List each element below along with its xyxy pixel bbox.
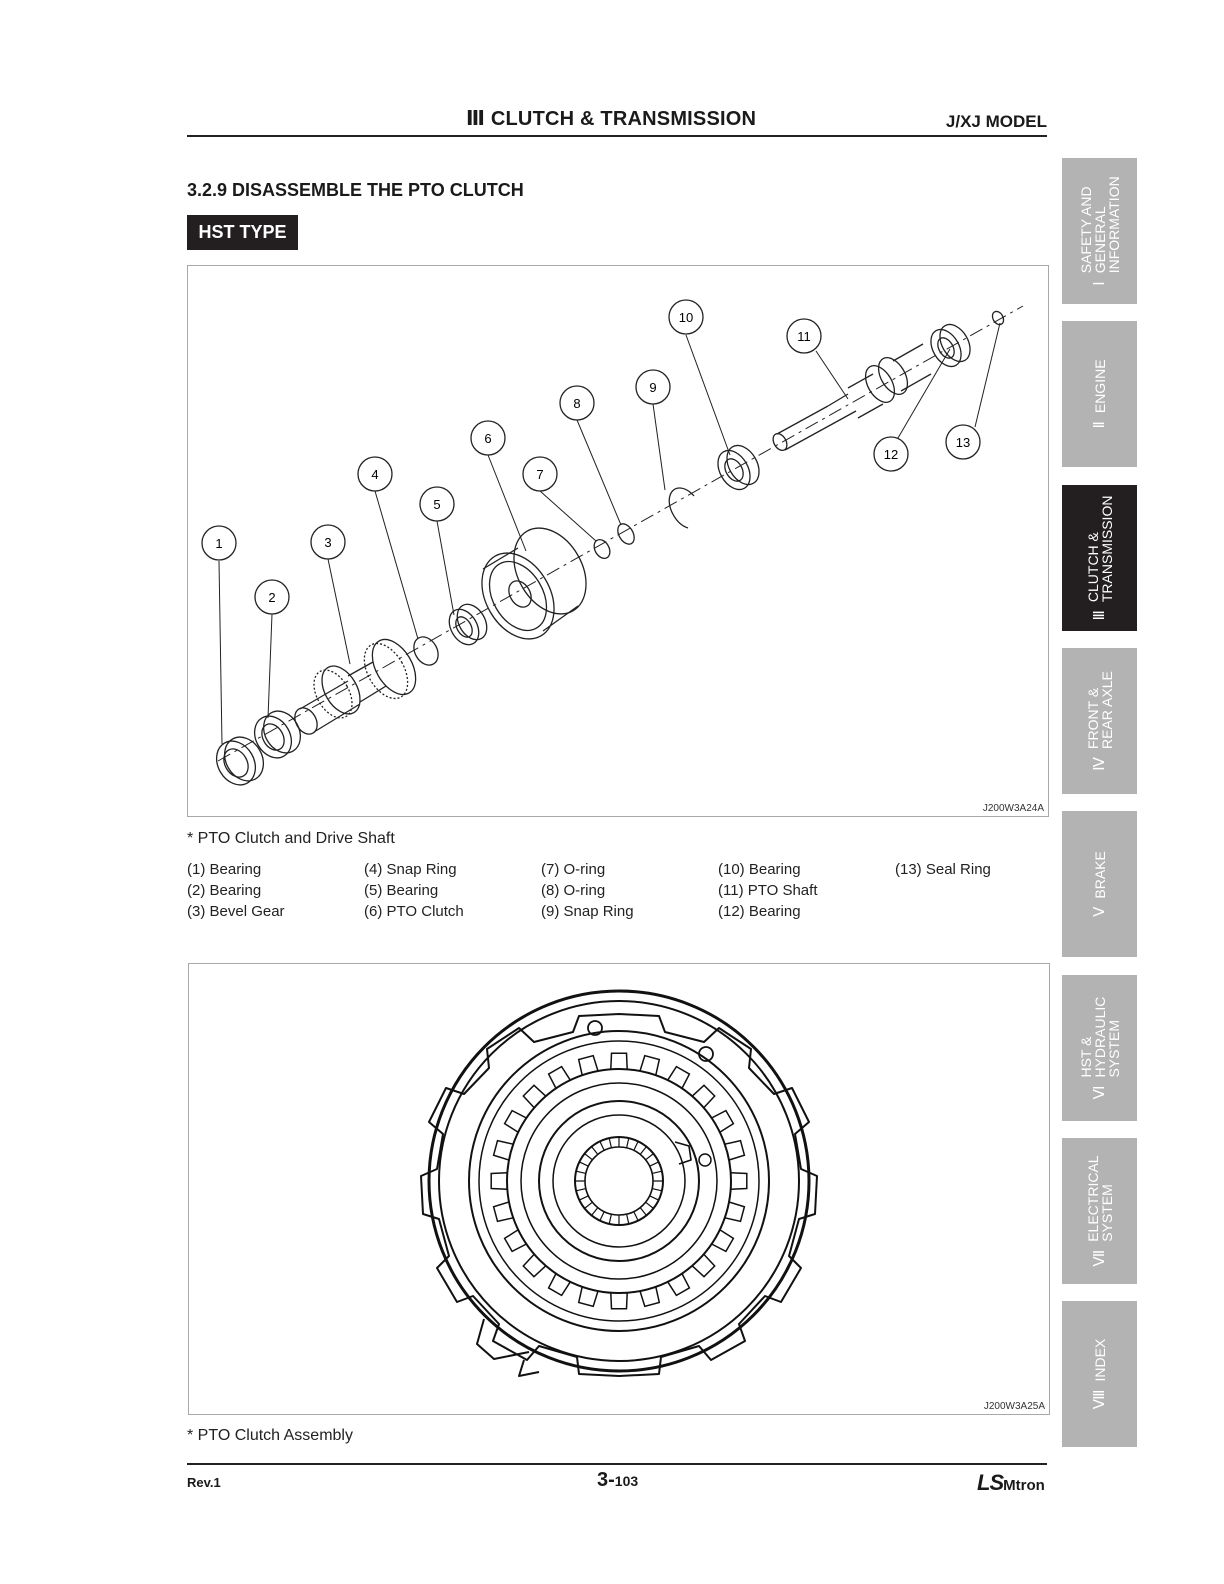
svg-text:5: 5 bbox=[433, 497, 441, 512]
pto-clutch-assembly-drawing bbox=[189, 964, 1049, 1414]
pto-clutch-drawing bbox=[467, 515, 600, 652]
footer-divider bbox=[187, 1463, 1047, 1465]
svg-text:10: 10 bbox=[678, 310, 694, 325]
figure-caption: * PTO Clutch and Drive Shaft bbox=[187, 830, 395, 847]
side-tab-label: REAR AXLE bbox=[1098, 671, 1115, 749]
side-tab-numeral: Ⅳ bbox=[1091, 756, 1108, 771]
svg-text:12: 12 bbox=[883, 447, 899, 462]
side-tab-6[interactable] bbox=[1062, 975, 1137, 1121]
legend-item: (10) Bearing bbox=[718, 861, 801, 878]
callout-3 bbox=[311, 525, 345, 559]
legend-item: (1) Bearing bbox=[187, 861, 262, 878]
svg-text:3: 3 bbox=[324, 535, 332, 550]
callout-11 bbox=[787, 319, 821, 353]
side-tab-label: HST & bbox=[1077, 1036, 1094, 1078]
side-tab-label: INDEX bbox=[1091, 1338, 1108, 1382]
section-title: 3.2.9 DISASSEMBLE THE PTO CLUTCH bbox=[187, 180, 524, 200]
side-tab-label: ELECTRICAL bbox=[1084, 1155, 1101, 1242]
side-tab-label: SYSTEM bbox=[1105, 1019, 1122, 1078]
side-tab-5[interactable] bbox=[1062, 811, 1137, 957]
chapter-title: Ⅲ CLUTCH & TRANSMISSION bbox=[466, 108, 757, 130]
legend-item: (3) Bevel Gear bbox=[187, 903, 285, 920]
model-label: J/XJ MODEL bbox=[945, 112, 1047, 131]
brand-logo bbox=[977, 1470, 1045, 1496]
figure-caption: * PTO Clutch Assembly bbox=[187, 1427, 353, 1444]
page-chapter: 3- bbox=[597, 1469, 615, 1491]
legend-item: (6) PTO Clutch bbox=[364, 903, 464, 920]
legend-item: (13) Seal Ring bbox=[895, 861, 991, 878]
legend-item: (7) O-ring bbox=[541, 861, 606, 878]
callout-2 bbox=[255, 580, 289, 614]
svg-text:6: 6 bbox=[484, 431, 492, 446]
side-tab-numeral: Ⅷ bbox=[1091, 1389, 1108, 1410]
pto-shaft-drawing bbox=[770, 344, 931, 453]
revision-label: Rev.1 bbox=[187, 1475, 221, 1490]
side-tab-4[interactable] bbox=[1062, 648, 1137, 794]
side-tab-2[interactable] bbox=[1062, 321, 1137, 467]
exploded-view-figure bbox=[187, 265, 1049, 817]
callout-8 bbox=[560, 386, 594, 420]
side-tab-1[interactable] bbox=[1062, 158, 1137, 304]
side-tab-label: INFORMATION bbox=[1105, 176, 1122, 274]
side-tab-label: HYDRAULIC bbox=[1091, 996, 1108, 1078]
side-tab-numeral: Ⅱ bbox=[1091, 421, 1108, 429]
type-badge: HST TYPE bbox=[187, 215, 298, 250]
svg-text:4: 4 bbox=[371, 467, 379, 482]
figure-code: J200W3A24A bbox=[982, 803, 1044, 814]
legend-item: (5) Bearing bbox=[364, 882, 439, 899]
svg-text:13: 13 bbox=[955, 435, 971, 450]
bearing-2-drawing bbox=[247, 704, 307, 764]
side-tab-label: SYSTEM bbox=[1098, 1184, 1115, 1242]
side-tab-label: SAFETY AND bbox=[1077, 186, 1094, 274]
side-tab-label: CLUTCH & bbox=[1084, 532, 1101, 603]
legend-item: (12) Bearing bbox=[718, 903, 801, 920]
header-divider bbox=[187, 135, 1047, 137]
page-index: 103 bbox=[614, 1473, 639, 1489]
bearing-10-drawing bbox=[711, 440, 765, 495]
seal-ring-13-drawing bbox=[990, 309, 1006, 326]
brand-ls: LS bbox=[977, 1470, 1004, 1495]
o-ring-8-drawing bbox=[614, 521, 637, 547]
bevel-gear-drawing bbox=[290, 632, 424, 738]
snap-ring-4-drawing bbox=[409, 633, 443, 670]
pto-exploded-drawing bbox=[188, 266, 1048, 816]
callout-4 bbox=[358, 457, 392, 491]
side-tab-label: GENERAL bbox=[1091, 206, 1108, 274]
callout-6 bbox=[471, 421, 505, 455]
callout-7 bbox=[523, 457, 557, 491]
callout-10 bbox=[669, 300, 703, 334]
side-tab-7[interactable] bbox=[1062, 1138, 1137, 1284]
legend-item: (2) Bearing bbox=[187, 882, 262, 899]
side-tab-label: BRAKE bbox=[1091, 851, 1108, 899]
side-tab-numeral: Ⅲ bbox=[1091, 610, 1108, 621]
side-tab-numeral: Ⅶ bbox=[1091, 1249, 1108, 1267]
side-tab-numeral: Ⅵ bbox=[1091, 1085, 1108, 1100]
brand-name: Mtron bbox=[1003, 1477, 1045, 1494]
o-ring-7-drawing bbox=[591, 537, 613, 561]
legend-item: (11) PTO Shaft bbox=[718, 882, 818, 899]
side-tab-label: FRONT & bbox=[1084, 687, 1101, 749]
side-tab-8[interactable] bbox=[1062, 1301, 1137, 1447]
svg-text:9: 9 bbox=[649, 380, 657, 395]
legend-item: (9) Snap Ring bbox=[541, 903, 634, 920]
figure-code: J200W3A25A bbox=[983, 1401, 1045, 1412]
callout-12 bbox=[874, 437, 908, 471]
svg-text:2: 2 bbox=[268, 590, 276, 605]
clutch-assembly-figure bbox=[188, 963, 1050, 1415]
side-tab-numeral: Ⅴ bbox=[1091, 906, 1108, 917]
side-tab-label: TRANSMISSION bbox=[1098, 495, 1115, 603]
outer-gear-teeth bbox=[491, 1053, 747, 1309]
side-tab-3[interactable] bbox=[1062, 485, 1137, 631]
legend-item: (4) Snap Ring bbox=[364, 861, 457, 878]
svg-text:8: 8 bbox=[573, 396, 581, 411]
callout-9 bbox=[636, 370, 670, 404]
svg-text:11: 11 bbox=[797, 329, 811, 344]
callout-5 bbox=[420, 487, 454, 521]
side-tab-label: ENGINE bbox=[1091, 359, 1108, 414]
bearing-12-drawing bbox=[925, 319, 977, 372]
callout-1 bbox=[202, 526, 236, 560]
side-tab-numeral: Ⅰ bbox=[1091, 281, 1108, 286]
legend-item: (8) O-ring bbox=[541, 882, 606, 899]
svg-text:7: 7 bbox=[536, 467, 544, 482]
bearing-5-drawing bbox=[443, 599, 493, 650]
svg-text:1: 1 bbox=[215, 536, 223, 551]
page-number bbox=[597, 1469, 638, 1492]
callout-13 bbox=[946, 425, 980, 459]
